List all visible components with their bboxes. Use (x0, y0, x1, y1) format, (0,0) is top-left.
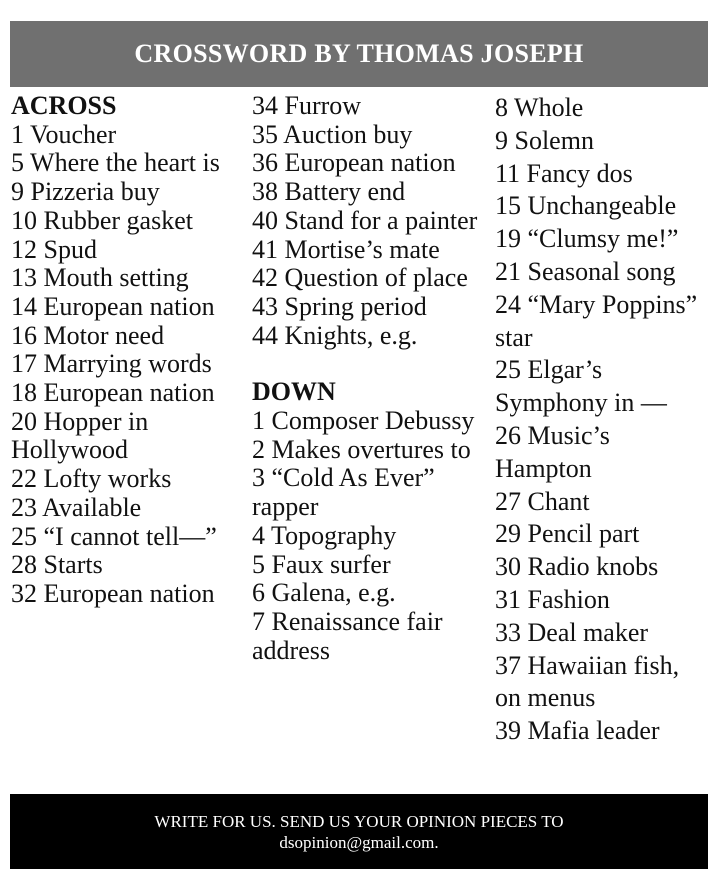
column-3 (495, 92, 710, 748)
across-clue: 43 Spring period (252, 291, 427, 321)
across-clue: 32 European nation (11, 578, 215, 608)
down-clue: 4 Topography (252, 520, 397, 550)
across-clue: 14 European nation (11, 291, 215, 321)
across-heading: ACROSS (11, 91, 117, 120)
across-clue: 20 Hopper in Hollywood (11, 406, 149, 465)
down-heading: DOWN (252, 377, 336, 407)
across-clue: 1 Voucher (11, 119, 117, 149)
footer-email: dsopinion@gmail.com. (279, 832, 439, 852)
down-clue: 39 Mafia leader (495, 716, 660, 746)
across-clue: 22 Lofty works (11, 464, 172, 494)
down-clue: 8 Whole (495, 93, 584, 122)
down-clue: 37 Hawaiian fish, on menus (495, 650, 680, 713)
down-clue: 19 “Clumsy me!” (495, 224, 679, 254)
down-clue: 6 Galena, e.g. (252, 578, 396, 608)
column-2 (252, 92, 492, 665)
across-clue: 17 Marrying words (11, 349, 212, 379)
down-clue: 33 Deal maker (495, 617, 649, 647)
down-clue: 26 Music’s Hampton (495, 420, 610, 483)
section-spacer (252, 350, 492, 378)
across-clue: 40 Stand for a painter (252, 205, 478, 235)
down-clue: 3 “Cold As Ever” rapper (252, 463, 435, 522)
across-clue: 12 Spud (11, 234, 97, 264)
down-clue: 9 Solemn (495, 125, 594, 155)
across-clue: 28 Starts (11, 550, 103, 580)
across-clue: 23 Available (11, 492, 142, 522)
across-clue: 34 Furrow (252, 91, 362, 120)
down-clue: 30 Radio knobs (495, 552, 659, 582)
down-clue: 31 Fashion (495, 584, 610, 614)
down-clue: 2 Makes overtures to (252, 434, 471, 464)
down-clue: 15 Unchangeable (495, 191, 677, 221)
across-clue: 44 Knights, e.g. (252, 320, 418, 350)
across-clue: 10 Rubber gasket (11, 205, 193, 235)
across-clue: 25 “I cannot tell—” (11, 521, 217, 551)
down-clue: 27 Chant (495, 486, 590, 516)
across-clue: 36 European nation (252, 148, 456, 178)
down-clue: 24 “Mary Poppins” star (495, 289, 698, 352)
down-clue: 11 Fancy dos (495, 158, 633, 188)
down-clue: 1 Composer Debussy (252, 406, 475, 436)
across-clue: 16 Motor need (11, 320, 165, 350)
down-clue: 5 Faux surfer (252, 549, 391, 579)
across-clue: 13 Mouth setting (11, 263, 189, 293)
footer-banner (10, 794, 708, 869)
down-clue: 29 Pencil part (495, 519, 640, 549)
down-clue: 7 Renaissance fair address (252, 606, 443, 665)
down-clue: 25 Elgar’s Symphony in — (495, 355, 667, 418)
across-clue: 41 Mortise’s mate (252, 234, 440, 264)
across-clue: 42 Question of place (252, 263, 468, 293)
across-clue: 5 Where the heart is (11, 148, 220, 178)
down-clue: 21 Seasonal song (495, 256, 676, 286)
across-clue: 38 Battery end (252, 177, 406, 207)
across-clue: 35 Auction buy (252, 119, 413, 149)
page-title: CROSSWORD BY THOMAS JOSEPH (134, 39, 584, 68)
footer-line-1: WRITE FOR US. SEND US YOUR OPINION PIECES TO (154, 811, 564, 831)
across-clue: 9 Pizzeria buy (11, 177, 160, 207)
crossword-title (10, 21, 708, 87)
across-clue: 18 European nation (11, 378, 215, 408)
column-1 (11, 92, 251, 609)
